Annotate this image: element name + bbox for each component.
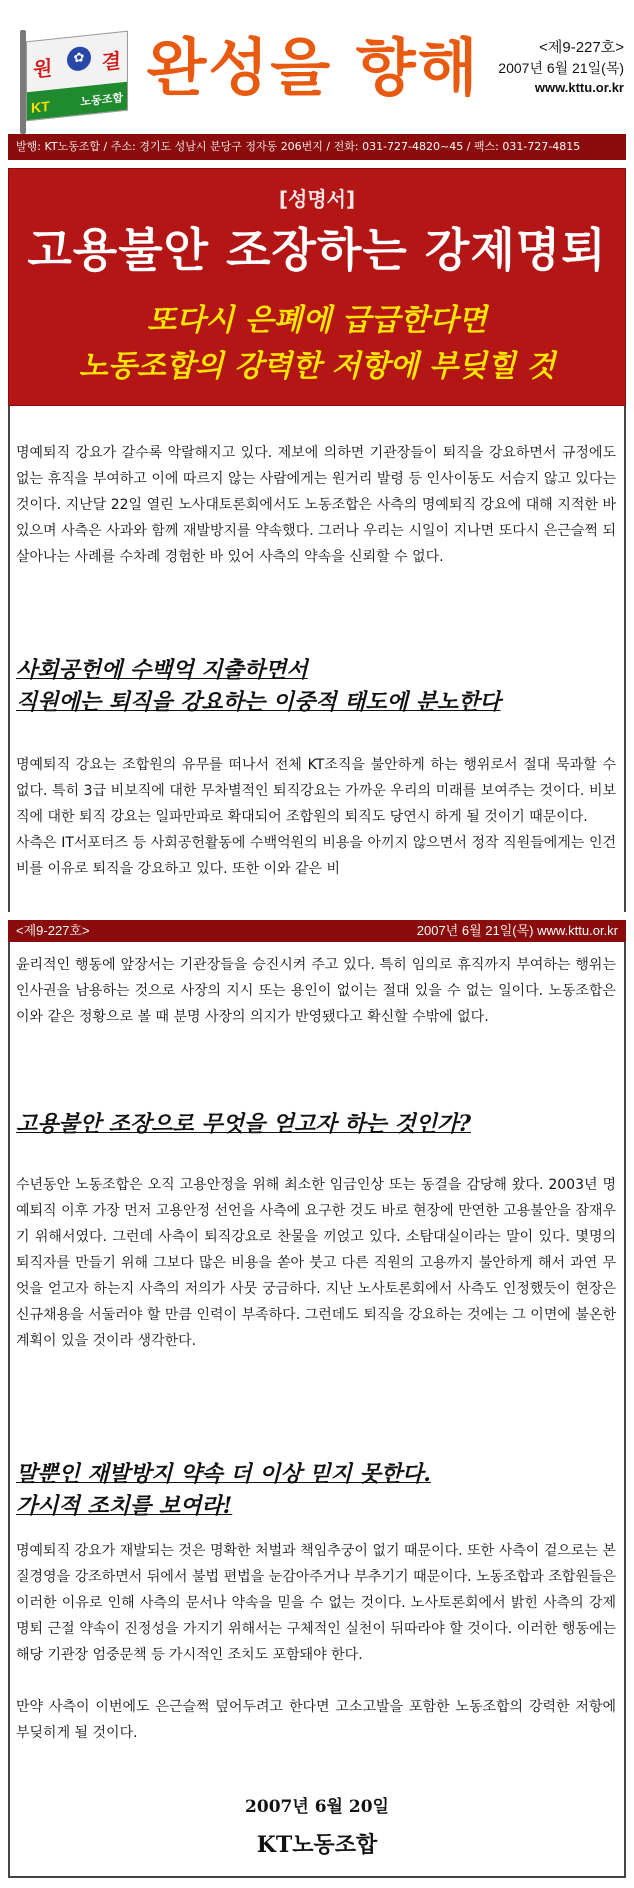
body-paragraph: 수년동안 노동조합은 오직 고용안정을 위해 최소한 임금인상 또는 동결을 감당해 왔다. 2003년 명예퇴직 이후 가장 먼저 고용안정 선언을 사측에 요구한 것도 바로 현장에 만연한 고용불안을 잠재우기 위해서였다. 그런데 사측이 퇴직강요로 찬물을 끼얹고 있다. 소탐대실이라는 말이 있다. 몇명의 퇴직자를 만들기 위해 그보다 많은 비용을 쏟아 붓고 다른 직원의 고용까지 불안하게 해서 과연 무엇을 얻고자 하는지 사측의 저의가 사뭇 궁금하다. 지난 노사토론회에서 사측도 인정했듯이 현장은 신규채용을 서둘러야 할 만큼 인력이 부족하다. 그런데도 퇴직을 강요하는 것에는 그 이면에 불온한 계획이 있을 것이라 생각한다. xyxy=(16,1177,616,1349)
section-heading-3-line1: 말뿐인 재발방지 약속 더 이상 믿지 못한다. xyxy=(16,1461,431,1487)
page-break-bar xyxy=(8,920,626,942)
statement-banner xyxy=(8,168,626,406)
statement-signatory: KT노동조합 xyxy=(256,1832,378,1858)
flag-text-left: 원 xyxy=(33,55,53,82)
section-heading-1-line2: 직원에는 퇴직을 강요하는 이중적 태도에 분노한다 xyxy=(16,689,501,715)
pagebar-issue-number: <제9-227호> xyxy=(16,923,90,938)
body-paragraph: 사측은 IT서포터즈 등 사회공헌활동에 수백억원의 비용을 아끼지 않으면서 정작 직원들에게는 인건비를 이유로 퇴직을 강요하고 있다. 또한 이와 같은 비 xyxy=(16,835,616,877)
body-paragraph: 명예퇴직 강요가 재발되는 것은 명확한 처벌과 책임추궁이 없기 때문이다. 또한 사측이 겉으로는 본질경영을 강조하면서 뒤에서 불법 편법을 눈감아주거나 부추기기 때문이다. 노동조합과 조합원들은 이러한 이유로 인해 사측의 문서나 약속을 믿을 수 없는 것이다. 노사토론회에서 밝힌 사측의 강제명퇴 근절 약속이 진정성을 가지기 위해서는 구체적인 실천이 뒤따라야 할 것이다. 이러한 행동에는 해당 기관장 엄중문책 등 가시적인 조치도 포함돼야 한다. xyxy=(16,1543,616,1663)
newsletter-header xyxy=(8,8,626,134)
flag-kt-text: KT xyxy=(31,97,50,116)
banner-title: 고용불안 조장하는 강제명퇴 xyxy=(27,223,607,277)
body-paragraph: 윤리적인 행동에 앞장서는 기관장들을 승진시켜 주고 있다. 특히 임의로 휴직까지 부여하는 행위는 인사권을 남용하는 것으로 사장의 지시 또는 용인이 없이는 절대 있을 수 없는 일이다. 노동조합은 이와 같은 정황으로 볼 때 분명 사장의 의지가 반영됐다고 확신할 수밖에 없다. xyxy=(16,957,616,1025)
body-paragraph: 명예퇴직 강요가 갈수록 악랄해지고 있다. 제보에 의하면 기관장들이 퇴직을 강요하면서 규정에도 없는 휴직을 부여하고 이에 따르지 않는 사람에게는 원거리 발령 등 인사이동도 서슴지 않고 있다는 것이다. 지난달 22일 열린 노사대토론회에서도 노동조합은 사측의 명예퇴직 강요에 대해 지적한 바 있으며 사측은 사과와 함께 재발방지를 약속했다. 그러나 우리는 시일이 지나면 또다시 은근슬쩍 되살아나는 사례를 수차례 경험한 바 있어 사측의 약속을 신뢰할 수 없다. xyxy=(16,445,616,565)
issue-url: www.kttu.or.kr xyxy=(534,80,624,95)
flower-emblem-icon: ✿ xyxy=(67,46,91,73)
section-heading-2 xyxy=(16,1108,616,1140)
flag-union-text: 노동조합 xyxy=(80,91,123,109)
left-border-rule xyxy=(8,406,10,912)
masthead-title: 완성을 향해 xyxy=(146,31,480,104)
body-paragraph: 만약 사측이 이번에도 은근슬쩍 덮어두려고 한다면 고소고발을 포함한 노동조합의 강력한 저항에 부딪히게 될 것이다. xyxy=(16,1699,616,1741)
bottom-border-rule xyxy=(8,1876,626,1878)
banner-tag: [성명서] xyxy=(278,187,356,211)
union-flag-logo xyxy=(20,30,128,120)
banner-subtitle-line1: 또다시 은폐에 급급한다면 xyxy=(147,303,487,338)
section-heading-2-line: 고용불안 조장으로 무엇을 얻고자 하는 것인가? xyxy=(16,1111,471,1137)
section-heading-1 xyxy=(16,654,616,718)
pagebar-date-url: 2007년 6월 21일(목) www.kttu.or.kr xyxy=(416,923,618,938)
flag-cloth xyxy=(26,31,128,122)
publisher-bar: 발행: KT노동조합 / 주소: 경기도 성남시 분당구 정자동 206번지 / 전화: 031-727-4820~45 / 팩스: 031-727-4815 xyxy=(8,134,626,160)
flag-text-right: 결 xyxy=(101,48,121,75)
section-heading-3-line2: 가시적 조치를 보여라! xyxy=(16,1493,233,1519)
issue-date: 2007년 6월 21일(목) xyxy=(498,60,624,76)
section-heading-3 xyxy=(16,1458,616,1522)
banner-subtitle-line2: 노동조합의 강력한 저항에 부딪힐 것 xyxy=(78,349,556,384)
statement-date: 2007년 6월 20일 xyxy=(245,1797,389,1817)
body-paragraph: 명예퇴직 강요는 조합원의 유무를 떠나서 전체 KT조직을 불안하게 하는 행위로서 절대 묵과할 수 없다. 특히 3급 비보직에 대한 무차별적인 퇴직강요는 가까운 우리의 미래를 보여주는 것이다. 비보직에 대한 퇴직 강요는 일파만파로 확대되어 조합원의 퇴직도 당연시 하게 될 것이기 때문이다. xyxy=(16,757,616,825)
right-border-rule xyxy=(624,406,626,912)
left-border-rule xyxy=(8,942,10,1878)
right-border-rule xyxy=(624,942,626,1878)
section-heading-1-line1: 사회공헌에 수백억 지출하면서 xyxy=(16,657,308,683)
issue-number: <제9-227호> xyxy=(539,39,624,56)
flag-green-stripe xyxy=(27,82,127,121)
issue-info xyxy=(494,38,624,98)
